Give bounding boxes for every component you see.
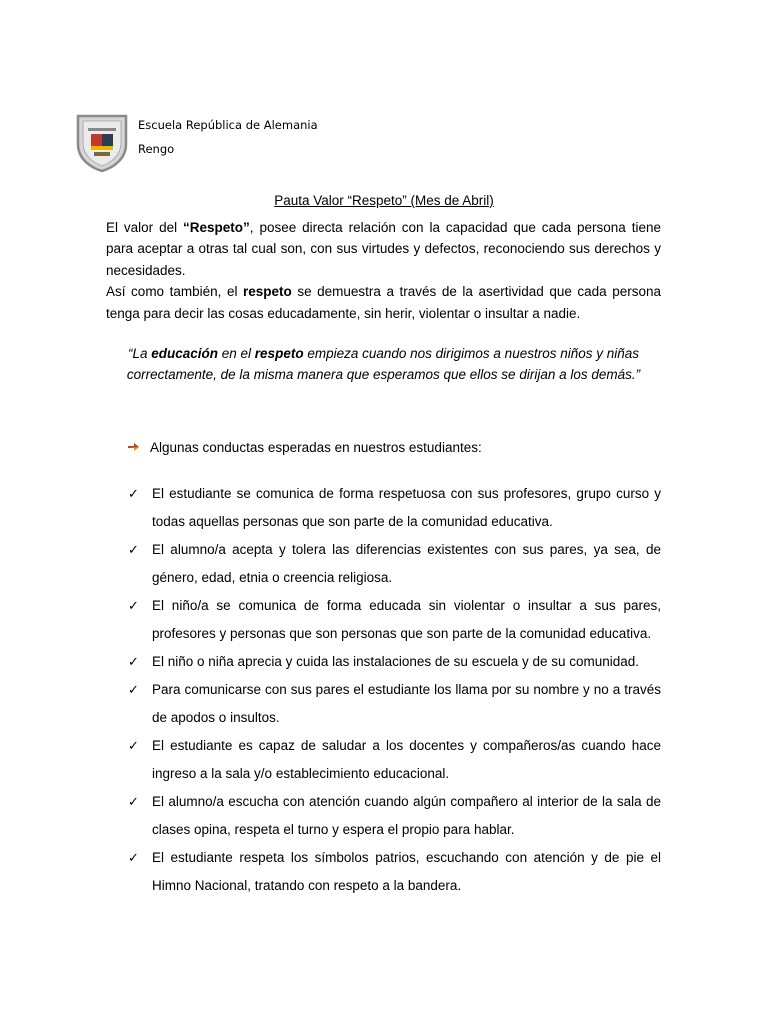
checkmark-icon: ✓	[128, 794, 139, 809]
intro-paragraph-1: El valor del “Respeto”, posee directa relación con la capacidad que cada persona tiene para aceptar a otras tal cual son, con sus virtudes y defectos, reconociendo sus derechos y necesidades.	[106, 220, 661, 278]
document-title: Pauta Valor “Respeto” (Mes de Abril)	[274, 193, 494, 208]
checkmark-icon: ✓	[128, 598, 139, 613]
school-city: Rengo	[138, 142, 175, 156]
intro-text	[106, 217, 661, 324]
list-heading: Algunas conductas esperadas en nuestros estudiantes:	[128, 438, 482, 458]
checkmark-icon: ✓	[128, 850, 139, 865]
list-item: ✓ El niño o niña aprecia y cuida las instalaciones de su escuela y de su comunidad.	[128, 648, 661, 676]
checkmark-icon: ✓	[128, 486, 139, 501]
school-header	[76, 114, 476, 174]
list-item: ✓ El alumno/a acepta y tolera las diferencias existentes con sus pares, ya sea, de género, edad, etnia o creencia religiosa.	[128, 536, 661, 592]
checkmark-icon: ✓	[128, 682, 139, 697]
list-item: ✓ El estudiante respeta los símbolos patrios, escuchando con atención y de pie el Himno Nacional, tratando con respeto a la bandera.	[128, 844, 661, 900]
checkmark-icon: ✓	[128, 542, 139, 557]
school-crest-logo	[76, 114, 128, 172]
list-item: ✓ El niño/a se comunica de forma educada sin violentar o insultar a sus pares, profesores y personas que son personas que son parte de la comunidad educativa.	[128, 592, 661, 648]
checkmark-icon: ✓	[128, 654, 139, 669]
arrow-bullet-icon	[128, 438, 150, 458]
intro-paragraph-2: Así como también, el respeto se demuestra a través de la asertividad que cada persona tenga para decir las cosas educadamente, sin herir, violentar o insultar a nadie.	[106, 284, 661, 321]
list-item: ✓ El estudiante es capaz de saludar a los docentes y compañeros/as cuando hace ingreso a la sala y/o establecimiento educacional.	[128, 732, 661, 788]
behavior-list	[128, 480, 661, 900]
checkmark-icon: ✓	[128, 738, 139, 753]
list-item: ✓ Para comunicarse con sus pares el estudiante los llama por su nombre y no a través de apodos o insultos.	[128, 676, 661, 732]
school-name: Escuela República de Alemania	[138, 118, 318, 132]
list-item: ✓ El estudiante se comunica de forma respetuosa con sus profesores, grupo curso y todas aquellas personas que son parte de la comunidad educativa.	[128, 480, 661, 536]
list-item: ✓ El alumno/a escucha con atención cuando algún compañero al interior de la sala de clases opina, respeta el turno y espera el propio para hablar.	[128, 788, 661, 844]
quote: “La educación en el respeto empieza cuando nos dirigimos a nuestros niños y niñas correctamente, de la misma manera que esperamos que ellos se dirijan a los demás.”	[126, 346, 641, 383]
